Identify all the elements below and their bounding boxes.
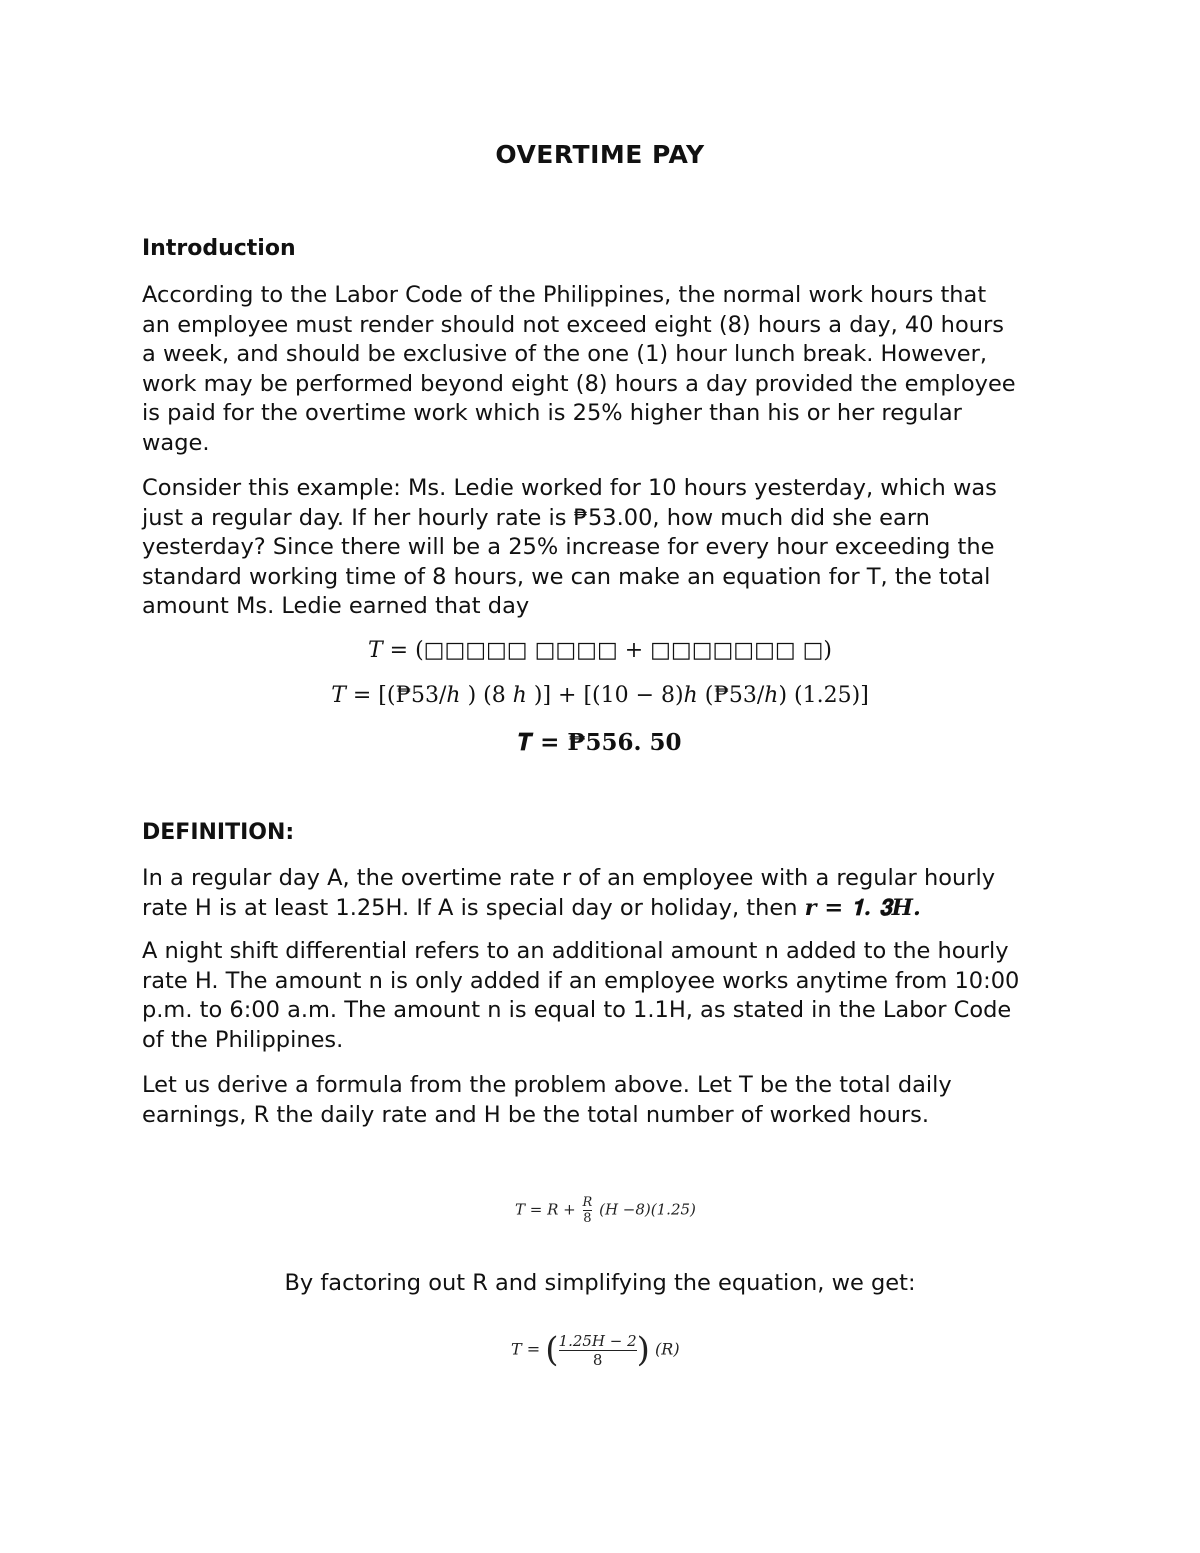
text-line: just a regular day. If her hourly rate is ₱53.00, how much did she earn [142, 504, 930, 531]
formula-total-earnings [515, 1195, 696, 1226]
definition-paragraph-3 [142, 1071, 1072, 1130]
formula-rhs: (R) [655, 1339, 680, 1359]
formula-simplified [511, 1330, 680, 1370]
introduction-paragraph-1 [142, 281, 1072, 458]
text-line: p.m. to 6:00 a.m. The amount n is equal to 1.1H, as stated in the Labor Code [142, 997, 1012, 1023]
formula-fraction [559, 1332, 637, 1369]
equation-1: 𝑇 = (□□□□□ □□□□ + □□□□□□□ □) [367, 638, 833, 663]
formula-rhs: (H −8)(1.25) [599, 1200, 696, 1219]
text-line: of the Philippines. [142, 1026, 344, 1053]
text-line: Consider this example: Ms. Ledie worked for 10 hours yesterday, which was [142, 475, 997, 501]
formula-lhs: T = [511, 1339, 541, 1359]
definition-heading: DEFINITION: [142, 820, 295, 845]
equation-2: 𝑇 = [(₱53/ℎ ) (8 ℎ )] + [(10 − 8)ℎ (₱53/ℎ) (1.25)] [331, 683, 869, 708]
fraction-numerator: 1.25H − 2 [558, 1331, 637, 1350]
fraction-numerator: R [582, 1195, 593, 1210]
text-line: According to the Labor Code of the Philippines, the normal work hours that [142, 282, 987, 308]
fraction-denominator: 8 [583, 1211, 592, 1226]
holiday-rate-formula: 𝒓 = 𝟏. 𝟑𝑯. [804, 894, 921, 921]
text-line: is paid for the overtime work which is 25% higher than his or her regular [142, 400, 962, 426]
page-title: OVERTIME PAY [495, 140, 705, 169]
equation-3-result: 𝑻 = ₱𝟓𝟓𝟔. 𝟓𝟎 [518, 729, 682, 756]
left-paren: ( [545, 1330, 559, 1370]
text-line: an employee must render should not exceed eight (8) hours a day, 40 hours [142, 311, 1004, 338]
text-line: amount Ms. Ledie earned that day [142, 593, 530, 619]
text-line: earnings, R the daily rate and H be the total number of worked hours. [142, 1101, 929, 1128]
text-segment: rate H is at least 1.25H. If A is special day or holiday, then [142, 894, 805, 921]
factoring-text: By factoring out R and simplifying the equation, we get: [284, 1270, 916, 1296]
definition-paragraph-1 [142, 864, 1072, 923]
formula-lhs: T = R + [515, 1200, 576, 1219]
text-line: yesterday? Since there will be a 25% increase for every hour exceeding the [142, 534, 995, 560]
text-line: rate H. The amount n is only added if an employee works anytime from 10:00 [142, 967, 1020, 994]
text-line: In a regular day A, the overtime rate r of an employee with a regular hourly [142, 865, 996, 891]
text-line: wage. [142, 429, 210, 456]
fraction-denominator: 8 [559, 1350, 637, 1369]
introduction-paragraph-2 [142, 474, 1072, 622]
text-line [142, 894, 1072, 924]
definition-paragraph-2 [142, 937, 1072, 1055]
text-line: work may be performed beyond eight (8) hours a day provided the employee [142, 370, 1016, 397]
right-paren: ) [636, 1330, 650, 1370]
introduction-heading: Introduction [142, 236, 296, 261]
text-line: standard working time of 8 hours, we can make an equation for T, the total [142, 563, 991, 590]
text-line: Let us derive a formula from the problem above. Let T be the total daily [142, 1072, 952, 1098]
text-line: A night shift differential refers to an additional amount n added to the hourly [142, 938, 1009, 964]
formula-fraction [583, 1195, 593, 1226]
text-line: a week, and should be exclusive of the one (1) hour lunch break. However, [142, 341, 988, 367]
